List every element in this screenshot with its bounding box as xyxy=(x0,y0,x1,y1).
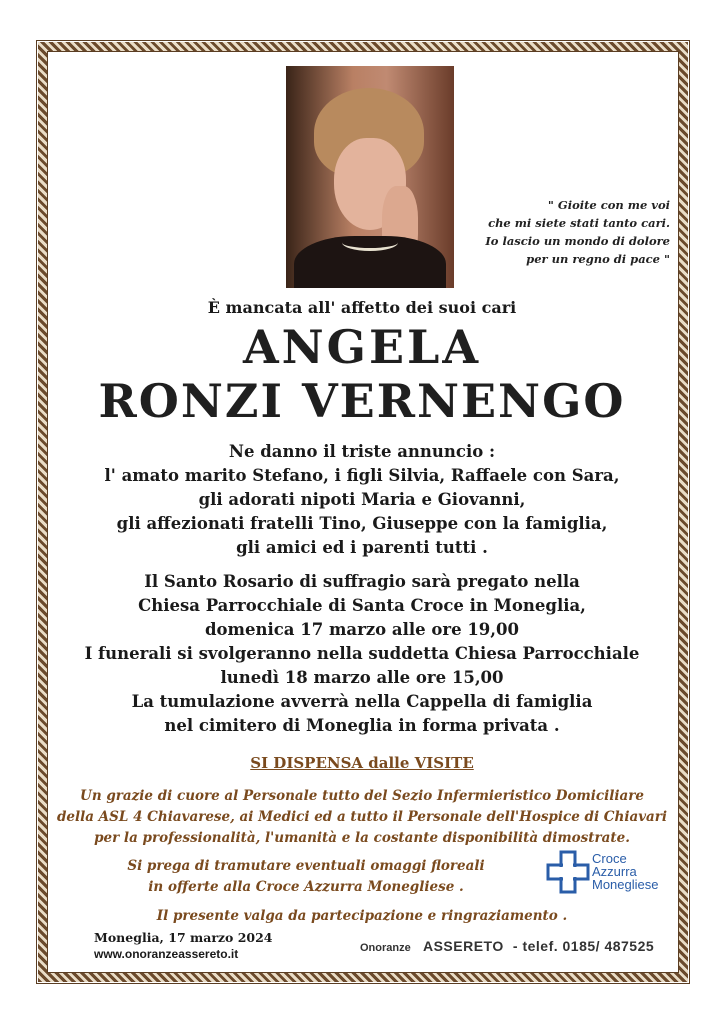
onoranze-label: Onoranze xyxy=(360,942,411,954)
ceremony-line: lunedì 18 marzo alle ore 15,00 xyxy=(220,668,504,687)
quote-line: Io lascio un mondo di dolore xyxy=(485,234,670,248)
ceremony-line: La tumulazione avverrà nella Cappella di famiglia xyxy=(131,692,593,711)
announcement-line: l' amato marito Stefano, i figli Silvia, Raffaele con Sara, xyxy=(104,466,620,485)
ceremony-line: Il Santo Rosario di suffragio sarà pregato nella xyxy=(144,572,580,591)
deceased-first-name: ANGELA xyxy=(242,320,482,374)
closing-text: Il presente valga da partecipazione e ringraziamento . xyxy=(156,908,568,924)
deceased-last-name: RONZI VERNENGO xyxy=(98,374,626,428)
thanks-text xyxy=(40,786,684,849)
quote-line: che mi siete stati tanto cari. xyxy=(488,216,670,230)
thanks-line: della ASL 4 Chiavarese, ai Medici ed a tutto il Personale dell'Hospice di Chiavari xyxy=(56,809,668,825)
announcement-line: Ne danno il triste annuncio : xyxy=(228,442,496,461)
quote xyxy=(480,196,670,268)
company-name: ASSERETO xyxy=(422,938,504,954)
thanks-line: per la professionalità, l'umanità e la costante disponibilità dimostrate. xyxy=(94,830,630,846)
place-date: Moneglia, 17 marzo 2024 xyxy=(94,930,273,945)
phone-number: - telef. 0185/ 487525 xyxy=(512,938,655,954)
ceremony-line: Chiesa Parrocchiale di Santa Croce in Moneglia, xyxy=(138,596,586,615)
announcement xyxy=(40,440,684,560)
donation-text xyxy=(96,856,516,898)
ceremony-line: domenica 17 marzo alle ore 19,00 xyxy=(205,620,519,639)
ceremony-line: nel cimitero di Moneglia in forma privata . xyxy=(164,716,560,735)
quote-line: per un regno di pace " xyxy=(526,252,670,266)
footer-left xyxy=(94,930,273,962)
ceremony-details xyxy=(40,570,684,738)
no-visits-notice: SI DISPENSA dalle VISITE xyxy=(250,754,474,772)
logo-line: Monegliese xyxy=(592,877,659,892)
croce-azzurra-logo xyxy=(546,846,686,906)
donation-line: Si prega di tramutare eventuali omaggi floreali xyxy=(127,858,485,874)
announcement-line: gli affezionati fratelli Tino, Giuseppe con la famiglia, xyxy=(116,514,608,533)
ceremony-line: I funerali si svolgeranno nella suddetta Chiesa Parrocchiale xyxy=(84,644,640,663)
quote-line: " Gioite con me voi xyxy=(547,198,670,212)
website-link[interactable]: www.onoranzeassereto.it xyxy=(94,947,239,961)
announcement-line: gli adorati nipoti Maria e Giovanni, xyxy=(198,490,526,509)
thanks-line: Un grazie di cuore al Personale tutto del Sezio Infermieristico Domiciliare xyxy=(80,788,644,804)
logo-line: Croce xyxy=(592,851,627,866)
portrait-photo xyxy=(286,66,454,288)
announcement-line: gli amici ed i parenti tutti . xyxy=(236,538,488,557)
intro-text: È mancata all' affetto dei suoi cari xyxy=(207,298,517,317)
footer-right xyxy=(360,938,654,954)
logo-line: Azzurra xyxy=(592,864,637,879)
logo-text xyxy=(592,852,659,891)
donation-line: in offerte alla Croce Azzurra Monegliese . xyxy=(148,879,464,895)
cross-icon xyxy=(546,850,590,894)
